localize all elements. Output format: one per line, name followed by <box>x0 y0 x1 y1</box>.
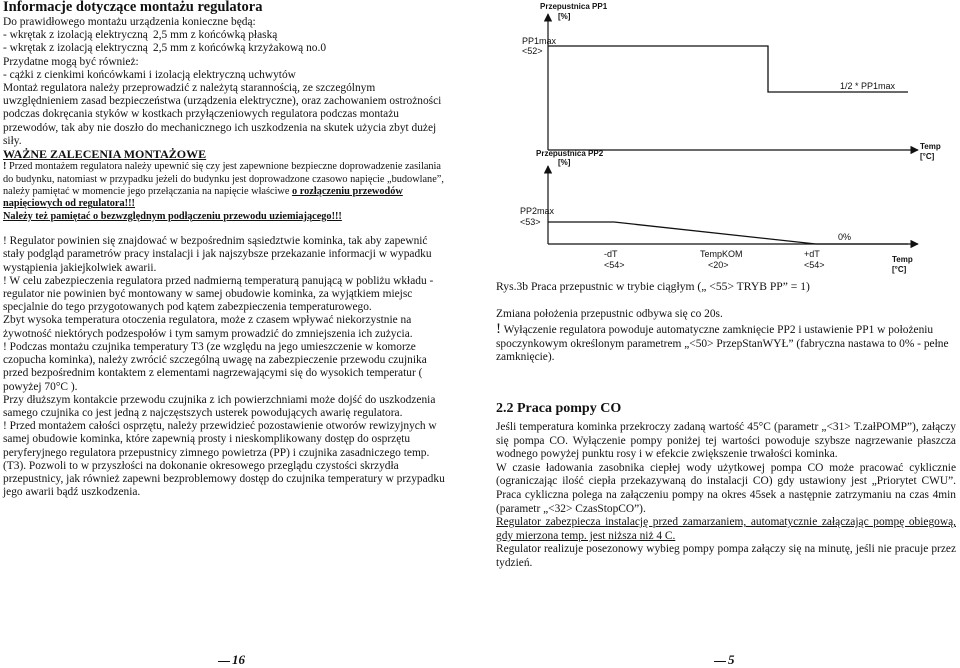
left-page <box>3 0 458 630</box>
chart2-tick-label: <20> <box>708 260 729 270</box>
body-line: ! Regulator powinien się znajdować w bezpośrednim sąsiedztwie kominka, tak aby zapewnić <box>3 235 428 248</box>
frost-protection-paragraph: Regulator zabezpiecza instalację przed zamarzaniem, automatycznie załączając pompę obiegową, gdy mierzona temp. jest niższa niż 4 C. <box>496 516 956 542</box>
tool-name: - wkrętak z izolacją elektryczną <box>3 29 148 42</box>
body-line: przepustnicy, jak również zapewni bezproblemowy dostęp do czujnika temperatury w przypadku <box>3 472 445 485</box>
chart2-xlabel-unit: [°C] <box>892 265 907 274</box>
warning-line <box>3 161 458 173</box>
warning-emphasis-line: napięciowych od regulatora!!! <box>3 198 135 210</box>
tool-row <box>3 29 458 42</box>
intro-line: Do prawidłowego montażu urządzenia konieczne będą: <box>3 16 256 28</box>
paragraph: Regulator realizuje posezonowy wybieg pompy pompa załączy się na minutę, jeśli nie pracuje przez tydzień. <box>496 543 956 569</box>
body-line: stały podgląd parametrów pracy instalacji i jak najszybsze przekazanie informacji w wypadku <box>3 248 432 261</box>
chart1-title-unit: [%] <box>558 12 571 21</box>
warning-line: do budynku, natomiast w przypadku jeżeli do budynku jest doprowadzone czasowo napięcie „budowlane”, <box>3 173 444 185</box>
body-line: specjalnie do tego przygotowanych pod kątem zabezpieczenia temperaturowego. <box>3 301 372 314</box>
body-line: ! Podczas montażu czujnika temperatury T3 (ze względu na jego umieszczenie w komorze <box>3 340 416 353</box>
page-number-text: 16 <box>232 652 245 667</box>
optional-line: siły. <box>3 134 22 147</box>
chart2-max-param: <53> <box>520 217 541 227</box>
body-line: wystąpienia jakiejkolwiek awarii. <box>3 261 157 274</box>
chart2-max-label: PP2max <box>520 206 555 216</box>
chart1-xlabel: Temp <box>920 142 941 151</box>
delay-line: Zmiana położenia przepustnic odbywa się co 20s. <box>496 307 723 320</box>
body-line: ! Przed montażem całości osprzętu, należy przewidzieć pozostawienie otworów rewizyjnych w <box>3 420 437 433</box>
paragraph: W czasie ładowania zasobnika ciepłej wody użytkowej pompa CO może pracować cyklicznie (ograniczając ilość ciepła przekazywaną do instalacji CO) gdy ustawiony jest „Priorytet CWU”. Praca cykliczna polega na załączeniu pompy na okres 45sek a następnie zatrzymaniu na czas 4min (parametr „<32> CzasStopCO”). <box>496 461 956 515</box>
optional-line: - cążki z cienkimi końcówkami i izolacją elektryczną uchwytów <box>3 68 296 81</box>
right-page-number <box>714 652 735 668</box>
shutdown-note <box>496 323 956 365</box>
warning-text: należy pamiętać w momencie jego przełączania na napięcie właściwe <box>3 186 293 198</box>
warning-emphasis: o rozłączeniu przewodów <box>292 186 403 198</box>
tool-spec: 2,5 mm z końcówką krzyżakową no.0 <box>153 42 327 55</box>
page-number-text: 5 <box>728 652 735 667</box>
chart2-title-unit: [%] <box>558 158 571 167</box>
warning-text: Przed montażem regulatora należy upewnić się czy jest zapewnione bezpieczne doprowadzenie zasilania <box>6 161 441 173</box>
body-line: przed bezpośrednim kontaktem z elementami nagrzewającymi się do wysokich temperatur ( <box>3 367 423 380</box>
body-line: Zbyt wysoka temperatura otoczenia regulatora, może z czasem wpływać niekorzystnie na <box>3 314 412 327</box>
chart2-tick-label: -dT <box>604 249 618 259</box>
damper-charts-svg <box>500 0 960 280</box>
chart2-zero-label: 0% <box>838 232 852 242</box>
left-page-number <box>218 652 245 668</box>
chart2-tick-label: TempKOM <box>700 249 743 259</box>
chart1-xlabel-unit: [°C] <box>920 152 935 161</box>
body-line: powyżej 70°C ). <box>3 380 78 393</box>
optional-line: uwzględnieniem zasad bezpieczeństwa (urządzenia elektryczne), oraz zachowaniem ostrożności <box>3 95 442 108</box>
chart2-tick-label: +dT <box>804 249 820 259</box>
optional-line: Przydatne mogą być również: <box>3 55 139 68</box>
chart1-max-param: <52> <box>522 46 543 56</box>
warning-mark: ! <box>3 161 7 173</box>
chart1-title: Przepustnica PP1 <box>540 2 608 11</box>
warning-line <box>3 186 458 198</box>
optional-line: Montaż regulatora należy przeprowadzić z należytą starannością, ze szczególnym <box>3 82 376 95</box>
chart2-tick-label: <54> <box>804 260 825 270</box>
body-line: Przy dłuższym kontakcie przewodu czujnika z ich powierzchniami może dojść do uszkodzenia <box>3 393 436 406</box>
ground-note: Należy też pamiętać o bezwzględnym podłączeniu przewodu uziemiającego!!! <box>3 210 342 222</box>
right-page <box>496 280 956 571</box>
body-line: regulator nie powinien być montowany w samej obudowie kominka, za wyjątkiem miejsc <box>3 288 413 301</box>
shutdown-text: Wyłączenie regulatora powoduje automatyczne zamknięcie PP2 i ustawienie PP1 w położeniu spoczynkowym określonym parametrem „<50> PrzepStanWYŁ” (fabryczna nastawa to 0% - pełne zamknięcie). <box>496 324 949 364</box>
chart2-xlabel: Temp <box>892 255 913 264</box>
body-line: ! W celu zabezpieczenia regulatora przed nadmierną temperaturą panującą w pobliżu wkładu - <box>3 274 434 287</box>
body-line: jego awarii bądź uszkodzenia. <box>3 486 141 499</box>
page-number-bar <box>714 661 726 662</box>
tool-spec: 2,5 mm z końcówką płaską <box>153 29 278 42</box>
body-line: czopucha kominka), należy zwrócić szczególną uwagę na zabezpieczenie przewodu czujnika <box>3 354 427 367</box>
chart1-max-label: PP1max <box>522 36 557 46</box>
body-line: samego czujnika co jest jedną z najczęstszych usterek powodujących awarię regulatora. <box>3 406 403 419</box>
body-line: żywotność niektórych podzespołów i tym samym prowadzić do zmniejszenia ich zużycia. <box>3 327 413 340</box>
spacer <box>3 223 458 235</box>
chart2-series-line <box>548 222 908 244</box>
chart1-half-label: 1/2 * PP1max <box>840 81 896 91</box>
damper-charts <box>500 0 960 280</box>
left-page-title: Informacje dotyczące montażu regulatora <box>3 0 263 15</box>
body-line: (T3). Pozwoli to w przyszłości na dokonanie okresowego przeglądu czystości skrzydła <box>3 459 399 472</box>
body-line: peryferyjnego regulatora przepustnicy zimnego powietrza (PP) i czujnika zasadniczego temp. <box>3 446 430 459</box>
figure-caption: Rys.3b Praca przepustnic w trybie ciągłym („ <55> TRYB PP” = 1) <box>496 280 810 293</box>
chart2-title: Przepustnica PP2 <box>536 149 604 158</box>
tool-row <box>3 42 458 55</box>
warning-heading: WAŻNE ZALECENIA MONTAŻOWE <box>3 147 207 162</box>
exclamation-mark: ! <box>496 321 501 338</box>
section-title: 2.2 Praca pompy CO <box>496 400 622 416</box>
tool-name: - wkrętak z izolacją elektryczną <box>3 42 148 55</box>
body-line: samej obudowie kominka, które zapewnią prosty i nieskomplikowany dostęp do osprzętu <box>3 433 411 446</box>
page-number-bar <box>218 661 230 662</box>
optional-line: podczas dokręcania styków w kostkach przyłączeniowych regulatora podczas montażu <box>3 108 399 121</box>
paragraph: Jeśli temperatura kominka przekroczy zadaną wartość 45°C (parametr „<31> T.załPOMP”), załączy się pompa CO. Wyłączenie pompy poniżej tej wartości powoduje szybsze nagrzewanie płaszcza wodnego powyżej punktu rosy i w efekcie zwiększenie trwałości kominka. <box>496 420 956 461</box>
chart2-tick-label: <54> <box>604 260 625 270</box>
optional-line: przewodów, tak aby nie doszło do mechanicznego ich uszkodzenia na skutek użycia zbyt dużej <box>3 121 437 134</box>
